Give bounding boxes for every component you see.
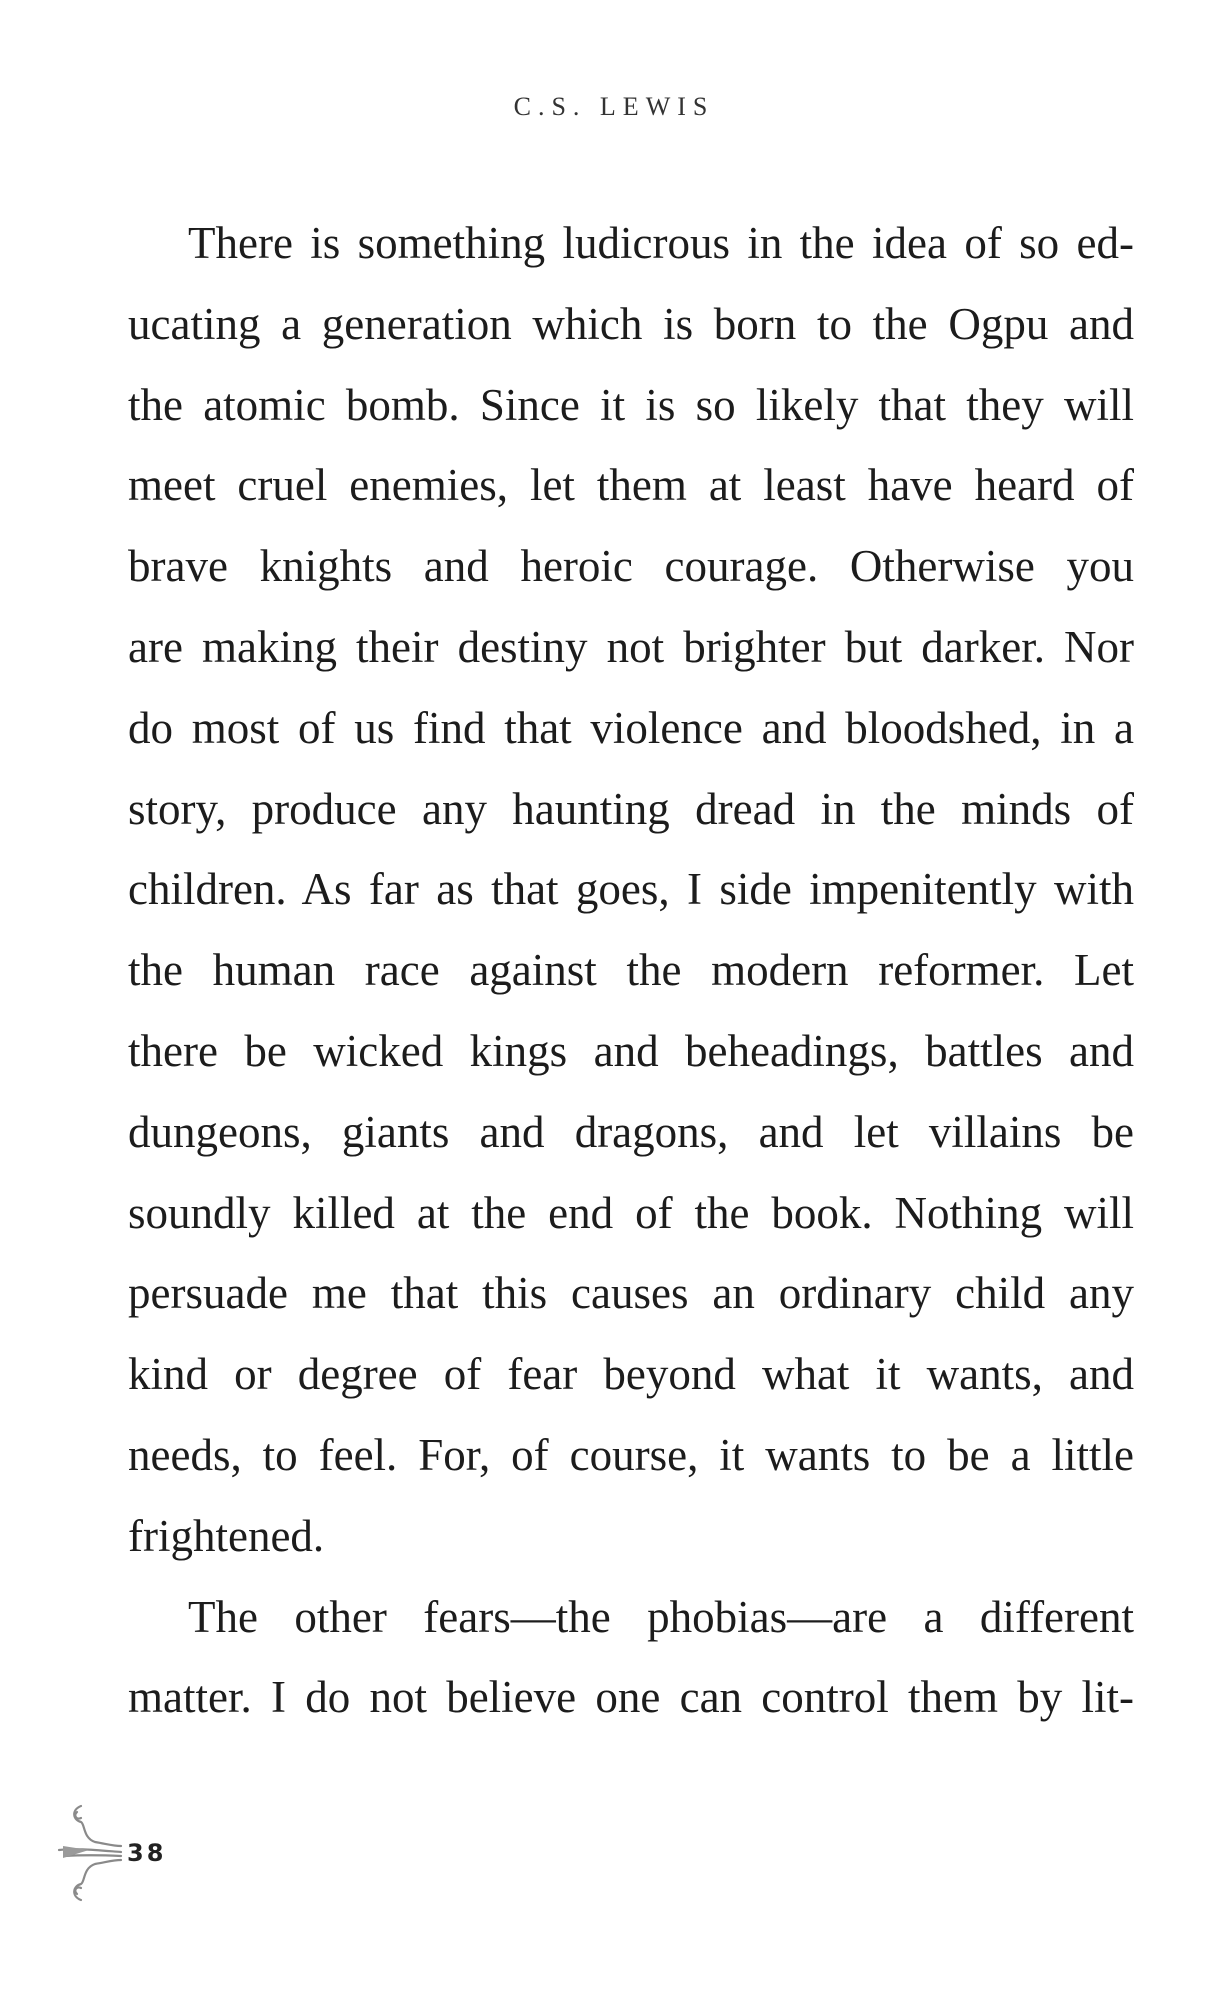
text-line: children. As far as that goes, I side impenitently with	[128, 864, 1134, 915]
text-line: kind or degree of fear beyond what it wants, and	[128, 1349, 1134, 1400]
text-line: matter. I do not believe one can control them by lit-	[128, 1672, 1134, 1723]
text-line: soundly killed at the end of the book. Nothing will	[128, 1187, 1134, 1238]
text-line: The other fears—the phobias—are a different	[188, 1591, 1134, 1642]
page-folio	[55, 1798, 166, 1908]
text-line: the atomic bomb. Since it is so likely that they will	[128, 379, 1134, 430]
fleuron-icon	[55, 1798, 125, 1908]
text-line: are making their destiny not brighter but darker. Nor	[128, 621, 1134, 672]
text-line: there be wicked kings and beheadings, battles and	[128, 1025, 1134, 1076]
text-line: frightened.	[128, 1510, 325, 1561]
page-number: 38	[127, 1839, 167, 1867]
text-line: persuade me that this causes an ordinary child any	[128, 1268, 1134, 1319]
body-text	[128, 203, 1134, 1738]
text-line: do most of us find that violence and bloodshed, in a	[128, 702, 1134, 753]
text-line: brave knights and heroic courage. Otherwise you	[128, 541, 1134, 592]
running-head: C.S. LEWIS	[513, 92, 715, 121]
text-line: the human race against the modern reformer. Let	[128, 945, 1134, 996]
text-line: story, produce any haunting dread in the minds of	[128, 783, 1134, 834]
text-line: meet cruel enemies, let them at least have heard of	[128, 460, 1134, 511]
text-line: There is something ludicrous in the idea of so ed-	[188, 218, 1134, 268]
text-line: dungeons, giants and dragons, and let villains be	[128, 1106, 1134, 1157]
text-line: needs, to feel. For, of course, it wants to be a little	[128, 1429, 1134, 1480]
text-line: ucating a generation which is born to the Ogpu and	[128, 298, 1134, 349]
